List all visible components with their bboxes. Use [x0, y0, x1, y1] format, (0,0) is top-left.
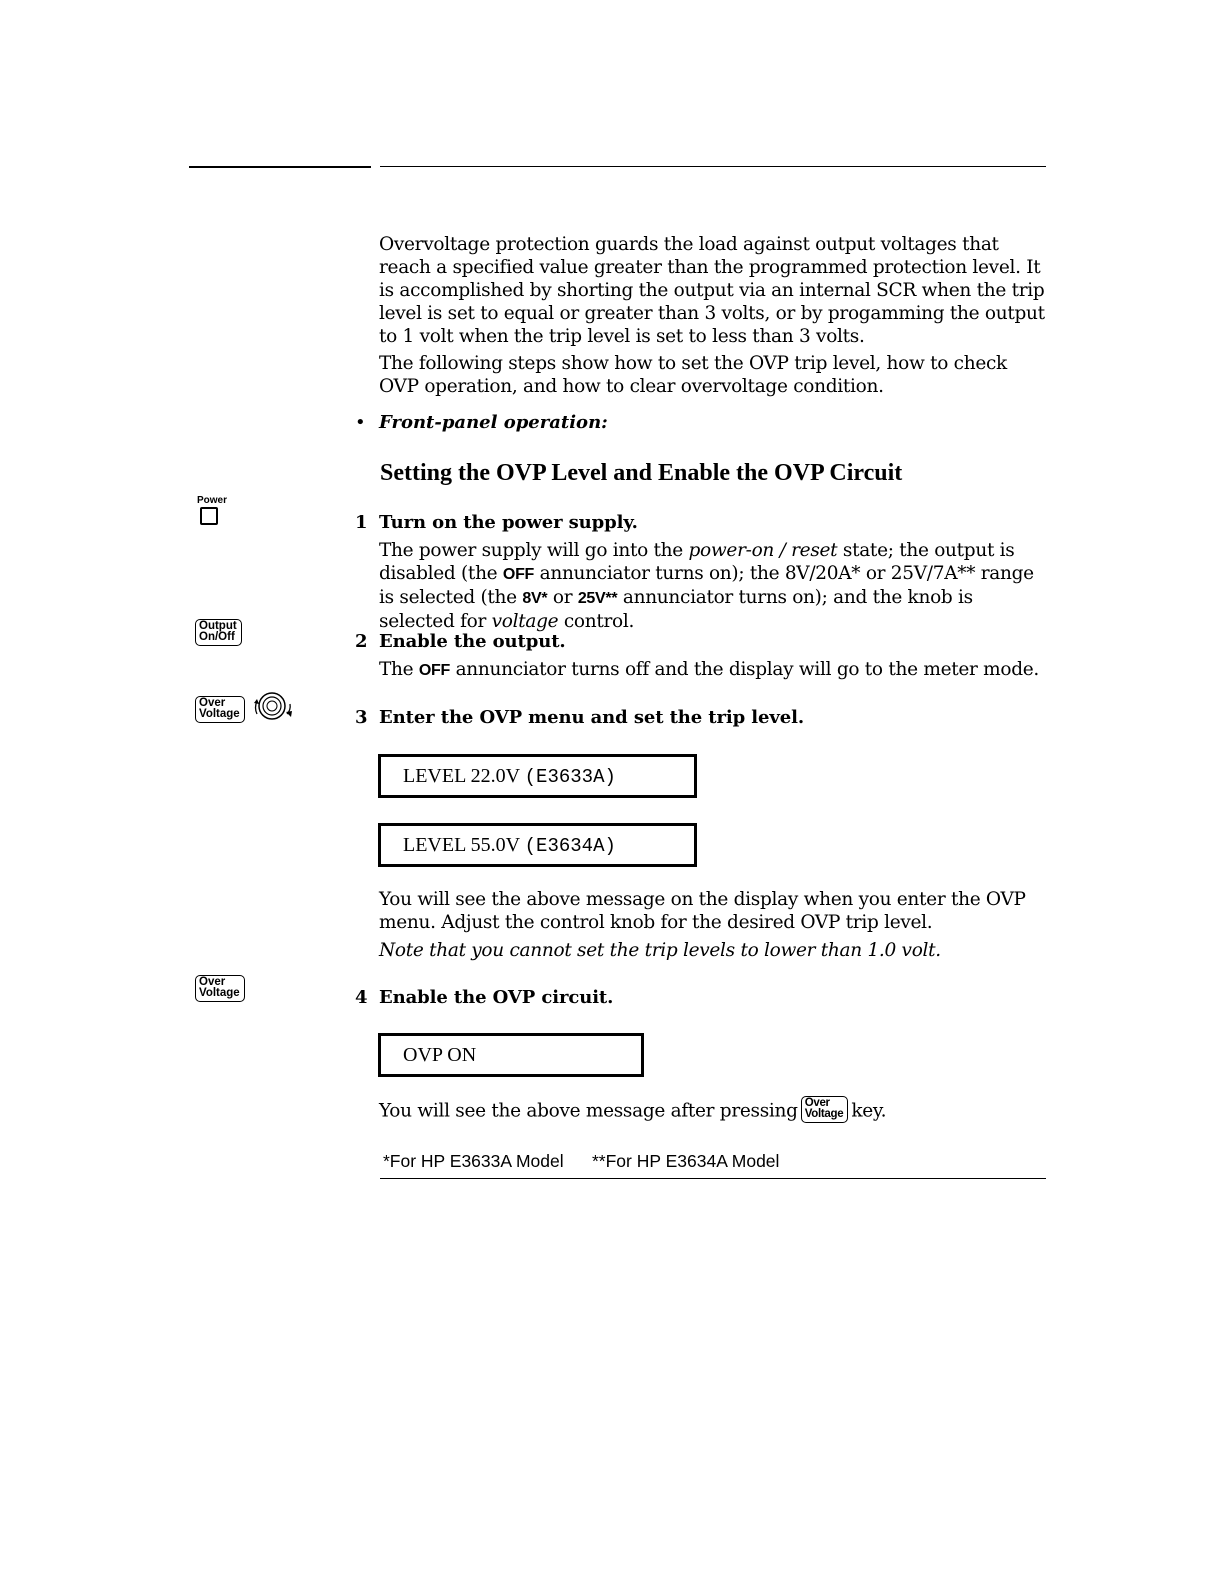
power-key-label: Power	[197, 495, 228, 506]
step-3-number: 3	[355, 707, 368, 728]
intro-paragraph-1: Overvoltage protection guards the load against output voltages that reach a specified value greater than the programmed protection level. It is accomplished by shorting the output via an internal SCR when the trip level is set to equal or greater than 3 volts, or by progamming the output to 1 volt when the trip level is set to less than 3 volts.	[379, 234, 1045, 347]
step-1-body: The power supply will go into the power-on / reset state; the output is disabled (the OFF annunciator turns on); the 8V/20A* or 25V/7A** range is selected (the 8V* or 25V** annunciator turns on); and the knob is selected for voltage control.	[379, 540, 1034, 632]
control-knob-icon	[250, 690, 296, 724]
display-level-e3634a: LEVEL 55.0V (E3634A)	[378, 823, 697, 867]
25v-annunciator: 25V**	[577, 590, 618, 607]
step-1-title: Turn on the power supply.	[379, 512, 638, 533]
step-2-title: Enable the output.	[379, 631, 566, 652]
8v-annunciator: 8V*	[522, 590, 548, 607]
display-ovp-on: OVP ON	[378, 1033, 644, 1077]
step-2-number: 2	[355, 631, 368, 652]
power-button-icon	[200, 507, 218, 525]
over-key-line1: Over	[199, 697, 226, 709]
footnote-e3633a: *For HP E3633A Model	[383, 1151, 564, 1171]
output-key-line1: Output	[199, 620, 237, 632]
footnote-bar	[380, 1150, 1046, 1179]
over-voltage-key-icon-step4	[195, 975, 245, 1002]
footnote-e3634a: **For HP E3634A Model	[592, 1151, 780, 1171]
step-2-body: The OFF annunciator turns off and the display will go to the meter mode.	[379, 659, 1039, 680]
bullet-symbol: •	[355, 412, 366, 433]
over-voltage-key-icon	[195, 696, 245, 723]
header-rule-right	[380, 166, 1046, 167]
output-on-off-key-icon	[195, 619, 242, 646]
over-key-line2: Voltage	[199, 708, 240, 720]
over-voltage-inline-key-icon: Over Voltage	[801, 1096, 849, 1123]
step-4-title: Enable the OVP circuit.	[379, 987, 614, 1008]
step-4-number: 4	[355, 987, 368, 1008]
step-3-title: Enter the OVP menu and set the trip level.	[379, 707, 804, 728]
header-rule-left	[189, 166, 371, 168]
intro-paragraph-2: The following steps show how to set the OVP trip level, how to check OVP operation, and how to clear overvoltage condition.	[379, 353, 1007, 397]
display-level-e3633a: LEVEL 22.0V (E3633A)	[378, 754, 697, 798]
over-key-line2: Voltage	[199, 987, 240, 999]
step-1-number: 1	[355, 512, 368, 533]
section-heading: Setting the OVP Level and Enable the OVP Circuit	[380, 460, 903, 486]
front-panel-label: Front-panel operation:	[379, 412, 608, 433]
off-annunciator: OFF	[502, 566, 535, 583]
output-key-line2: On/Off	[199, 631, 235, 643]
off-annunciator: OFF	[418, 662, 450, 679]
step-4-body: You will see the above message after pressing Over Voltage key.	[379, 1097, 887, 1122]
step-3-note: Note that you cannot set the trip levels to lower than 1.0 volt.	[379, 940, 941, 961]
over-key-line1: Over	[199, 976, 226, 988]
step-3-body: You will see the above message on the display when you enter the OVP menu. Adjust the control knob for the desired OVP trip level.	[379, 889, 1026, 933]
